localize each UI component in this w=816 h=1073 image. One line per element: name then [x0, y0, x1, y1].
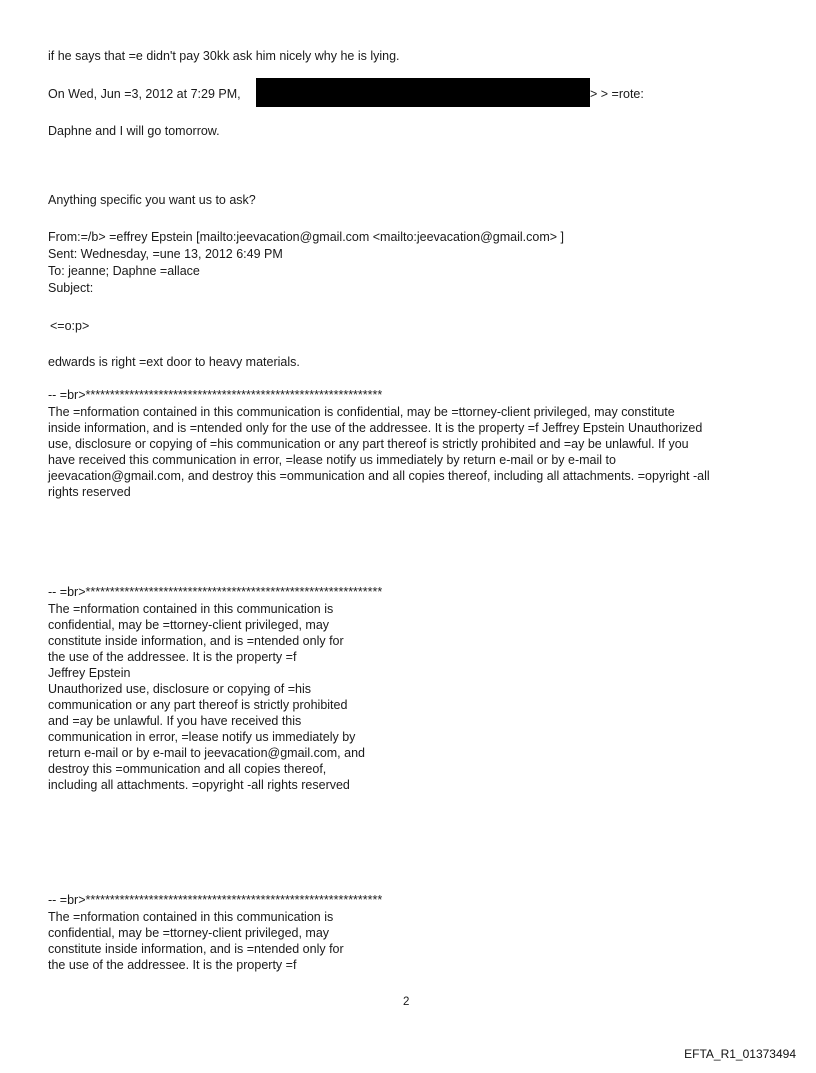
email-quote-header: On Wed, Jun =3, 2012 at 7:29 PM, [48, 87, 241, 101]
email-sent: Sent: Wednesday, =une 13, 2012 6:49 PM [48, 247, 283, 261]
signature-block-3 [48, 909, 344, 973]
signature-line: use, disclosure or copying of =his communication or any part thereof is strictly prohibited and =ay be unlawful. If you [48, 437, 689, 451]
signature-line: the use of the addressee. It is the property =f [48, 650, 297, 664]
redaction-box [256, 78, 590, 107]
email-quote-header-tail: > > =rote: [590, 87, 644, 101]
signature-block-1 [48, 404, 710, 500]
signature-line: confidential, may be =ttorney-client privileged, may [48, 618, 330, 632]
signature-line: The =nformation contained in this communication is [48, 602, 334, 616]
signature-line: rights reserved [48, 485, 131, 499]
email-from: From:=/b> =effrey Epstein [mailto:jeevacation@gmail.com <mailto:jeevacation@gmail.com> ] [48, 230, 565, 244]
signature-line: The =nformation contained in this communication is confidential, may be =ttorney-client privileged, may constitute [48, 405, 675, 419]
email-line-edwards: edwards is right =ext door to heavy materials. [48, 355, 300, 369]
signature-line: constitute inside information, and is =ntended only for [48, 942, 344, 956]
signature-line: return e-mail or by e-mail to jeevacation@gmail.com, and [48, 746, 365, 760]
signature-line: have received this communication in error, =lease notify us immediately by return e-mail or by e-mail to [48, 453, 616, 467]
signature-line: including all attachments. =opyright -all rights reserved [48, 778, 350, 792]
signature-line: communication or any part thereof is strictly prohibited [48, 698, 348, 712]
email-subject: Subject: [48, 281, 94, 295]
signature-line: constitute inside information, and is =ntended only for [48, 634, 344, 648]
page-number: 2 [403, 996, 410, 1008]
email-op-tag: <=o:p> [50, 319, 90, 333]
signature-line: destroy this =ommunication and all copies thereof, [48, 762, 327, 776]
email-line-daphne: Daphne and I will go tomorrow. [48, 124, 220, 138]
signature-separator: -- =br>************************************************************* [48, 585, 383, 599]
email-to: To: jeanne; Daphne =allace [48, 264, 200, 278]
signature-separator: -- =br>************************************************************* [48, 893, 383, 907]
signature-line: the use of the addressee. It is the property =f [48, 958, 297, 972]
document-id: EFTA_R1_01373494 [684, 1047, 796, 1061]
signature-line: confidential, may be =ttorney-client privileged, may [48, 926, 330, 940]
signature-separator: -- =br>************************************************************* [48, 388, 383, 402]
email-line-question: Anything specific you want us to ask? [48, 193, 256, 207]
email-line-reply: if he says that =e didn't pay 30kk ask him nicely why he is lying. [48, 49, 400, 63]
signature-line: The =nformation contained in this communication is [48, 910, 334, 924]
signature-line: Jeffrey Epstein [48, 666, 131, 680]
signature-block-2 [48, 601, 365, 793]
signature-line: communication in error, =lease notify us immediately by [48, 730, 356, 744]
signature-line: jeevacation@gmail.com, and destroy this =ommunication and all copies thereof, including all attachments. =opyright -all [48, 469, 710, 483]
signature-line: Unauthorized use, disclosure or copying of =his [48, 682, 311, 696]
signature-line: and =ay be unlawful. If you have received this [48, 714, 302, 728]
signature-line: inside information, and is =ntended only for the use of the addressee. It is the property =f Jeffrey Epstein Unauthorized [48, 421, 703, 435]
